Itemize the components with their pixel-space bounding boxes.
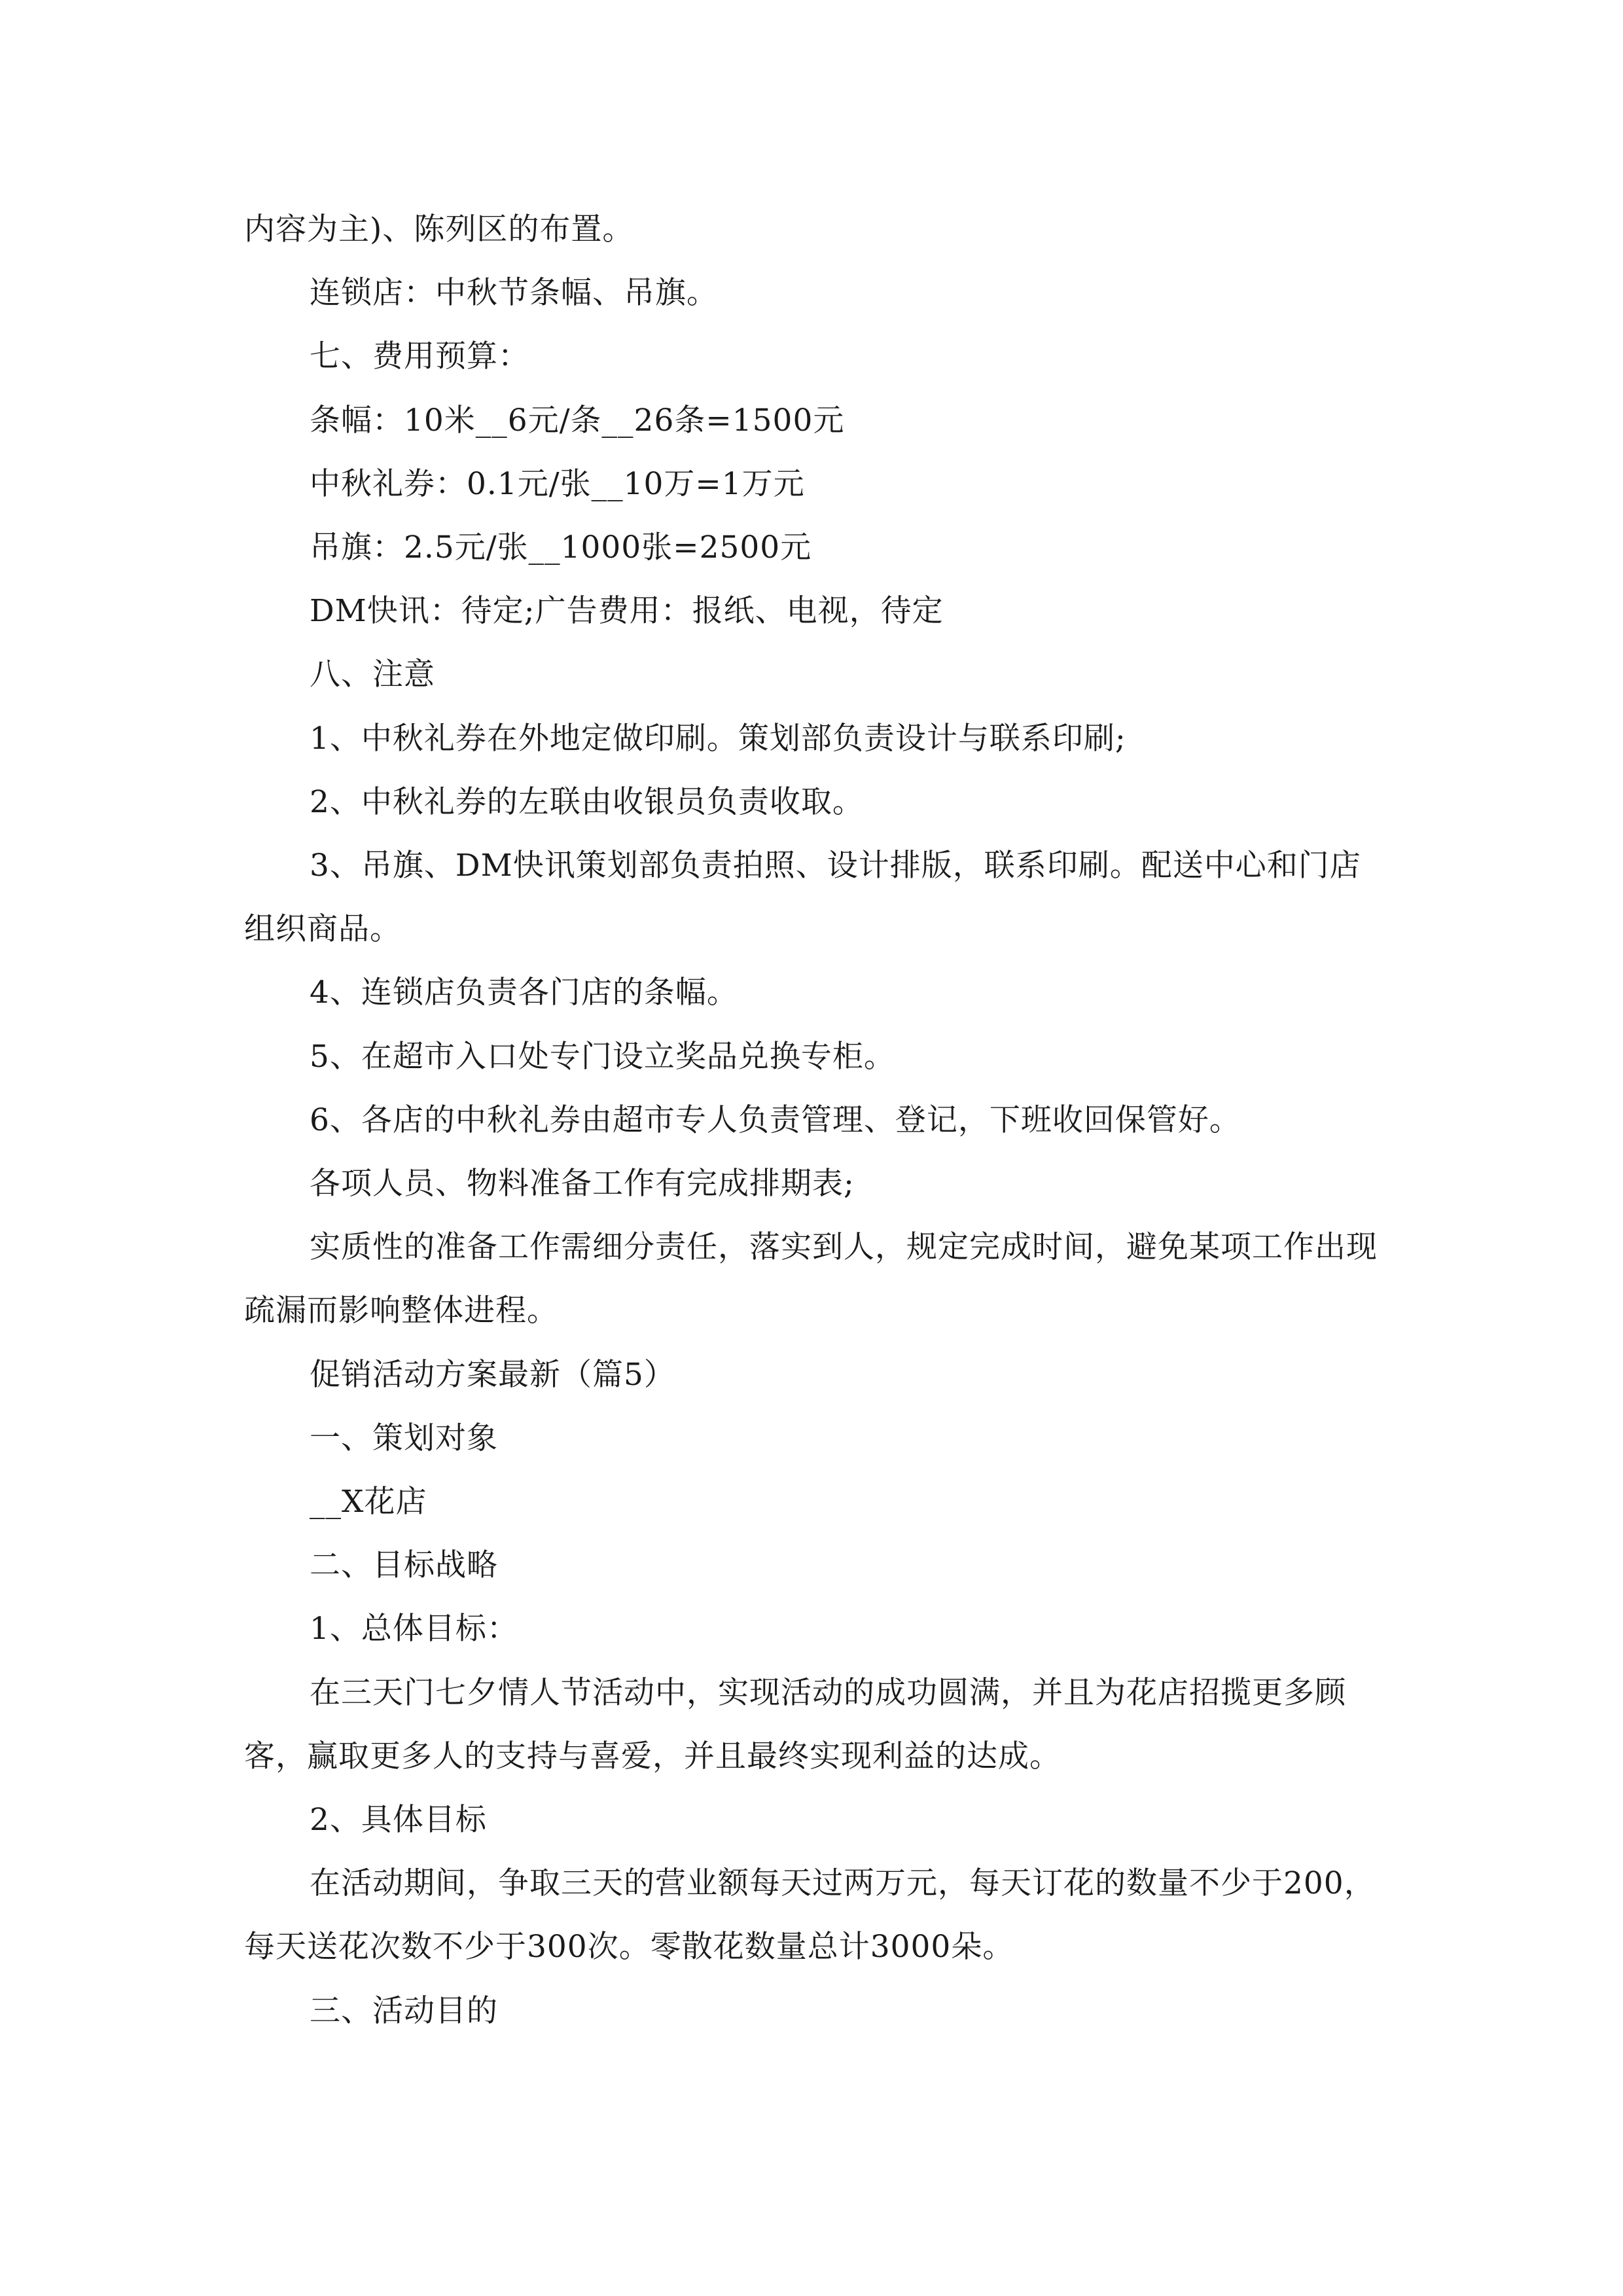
subsection-heading: 2、具体目标 — [310, 1802, 487, 1839]
article-title: 促销活动方案最新（篇5） — [310, 1356, 675, 1393]
budget-line: 吊旗：2.5元/张__1000张=2500元 — [310, 529, 812, 566]
budget-line: 中秋礼券：0.1元/张__10万=1万元 — [310, 465, 805, 502]
list-item: 4、连锁店负责各门店的条幅。 — [310, 975, 738, 1011]
paragraph: 在活动期间，争取三天的营业额每天过两万元，每天订花的数量不少于200，每天送花次数不少于300次。零散花数量总计3000朵。 — [244, 1865, 1376, 1965]
budget-line: 条幅：10米__6元/条__26条=1500元 — [310, 402, 845, 439]
budget-line: DM快讯：待定;广告费用：报纸、电视，待定 — [310, 593, 944, 630]
list-item: 1、中秋礼券在外地定做印刷。策划部负责设计与联系印刷; — [310, 720, 1126, 757]
subsection-heading: 1、总体目标： — [310, 1611, 518, 1647]
paragraph: 实质性的准备工作需细分责任，落实到人，规定完成时间，避免某项工作出现疏漏而影响整体进程。 — [244, 1229, 1378, 1329]
list-item: 3、吊旗、DM快讯策划部负责拍照、设计排版，联系印刷。配送中心和门店组织商品。 — [244, 848, 1361, 948]
paragraph: 在三天门七夕情人节活动中，实现活动的成功圆满，并且为花店招揽更多顾客，赢取更多人的支持与喜爱，并且最终实现利益的达成。 — [244, 1674, 1346, 1774]
document-body — [244, 198, 1380, 2043]
section-heading: 二、目标战略 — [310, 1547, 498, 1584]
paragraph: 各项人员、物料准备工作有完成排期表; — [310, 1166, 855, 1202]
section-heading: 七、费用预算： — [310, 338, 529, 375]
paragraph: 内容为主)、陈列区的布置。 — [244, 211, 634, 247]
list-item: 6、各店的中秋礼券由超市专人负责管理、登记，下班收回保管好。 — [310, 1102, 1241, 1138]
paragraph: 连锁店：中秋节条幅、吊旗。 — [310, 275, 718, 312]
section-heading: 一、策划对象 — [310, 1420, 498, 1456]
section-heading: 八、注意 — [310, 656, 435, 693]
list-item: 2、中秋礼券的左联由收银员负责收取。 — [310, 783, 864, 820]
paragraph: __X花店 — [310, 1484, 427, 1520]
section-heading: 三、活动目的 — [310, 1992, 498, 2029]
list-item: 5、在超市入口处专门设立奖品兑换专柜。 — [310, 1038, 895, 1075]
